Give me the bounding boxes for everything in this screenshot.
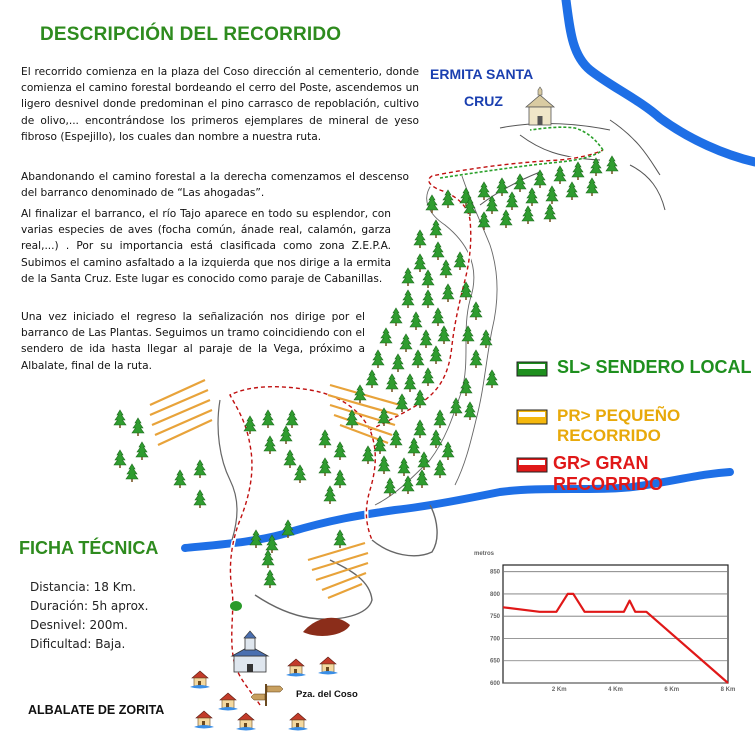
rock-outcrop [303,618,350,636]
pine-tree-icon [380,328,392,346]
pine-tree-icon [402,268,414,286]
pine-tree-icon [434,460,446,478]
pine-tree-icon [354,385,366,403]
pine-tree-icon [334,442,346,460]
pine-tree-icon [606,156,618,174]
pine-tree-icon [572,162,584,180]
pine-tree-icon [480,330,492,348]
pine-tree-icon [546,186,558,204]
profile-y-tick-label: 850 [489,569,500,576]
description-paragraph-1: El recorrido comienza en la plaza del Coso dirección al cementerio, donde comienza el camino forestal bordeando el cerro del Poste, ascendemos un ligero desnivel donde predominan el pino carrasco de repoblación, cultivo de olivo,... encontrándose los primeros ejemplares de mineral de yeso fibroso (Espejillo), los cuales dan nombre a nuestra ruta. [21,66,419,143]
pine-tree-icon [430,430,442,448]
pine-tree-icon [264,570,276,588]
pine-tree-icon [478,182,490,200]
pine-tree-icon [514,174,526,192]
pine-tree-icon [500,210,512,228]
pine-tree-icon [478,212,490,230]
pine-tree-icon [372,350,384,368]
pine-tree-icon [534,170,546,188]
pine-tree-icon [334,530,346,548]
pine-tree-icon [402,290,414,308]
pine-tree-icon [586,178,598,196]
pine-tree-icon [392,354,404,372]
pine-tree-icon [386,374,398,392]
pine-tree-icon [250,530,262,548]
profile-y-tick-label: 600 [489,681,500,687]
pine-tree-icon [264,436,276,454]
pine-tree-icon [522,206,534,224]
description-paragraph-3: Al finalizar el barranco, el río Tajo aparece en todo su esplendor, con varias especies de aves (focha común, ánade real, calamón, garza real,...) . Por su importancia está clasificada como zona Z.E.P.A. Subimos el camino asfaltado a la izquierda que nos dirige a la ermita de la Santa Cruz. Este lugar es conocido como paraje de Cabanillas. [21,208,391,285]
profile-frame [503,565,728,683]
pine-tree-icon [416,470,428,488]
ficha-desnivel: Desnivel: 200m. [30,618,128,632]
profile-y-tick-label: 700 [489,636,500,643]
pine-tree-icon [194,490,206,508]
pine-tree-icon [402,476,414,494]
pine-tree-icon [422,290,434,308]
pine-tree-icon [414,420,426,438]
profile-x-tick-label: 8 Km [720,687,736,693]
pine-tree-icon [132,418,144,436]
pine-tree-icon [282,520,294,538]
elevation-profile [474,551,735,693]
pine-tree-icon [460,378,472,396]
pine-tree-icon [319,430,331,448]
pine-tree-icon [412,350,424,368]
pine-tree-icon [566,182,578,200]
pine-tree-icon [422,270,434,288]
pine-tree-icon [544,204,556,222]
rio-tajo-north [566,0,755,162]
pine-tree-icon [396,394,408,412]
ermita-label-line2: CRUZ [464,93,503,109]
pine-tree-icon [526,188,538,206]
pine-tree-icon [404,374,416,392]
town-label: ALBALATE DE ZORITA [28,703,165,717]
pine-tree-icon [384,478,396,496]
description-paragraph-4: Una vez iniciado el regreso la señalización nos dirige por el barranco de Las Plantas. Seguimos un tramo coincidiendo con el sendero de ida hasta llegar al paraje de la Vega, próximo a Albalate, final de la ruta. [21,311,365,372]
pine-tree-icon [434,410,446,428]
pine-tree-icon [432,242,444,260]
pine-tree-icon [418,452,430,470]
pine-tree-icon [410,312,422,330]
pine-tree-icon [262,410,274,428]
page-title: DESCRIPCIÓN DEL RECORRIDO [40,24,342,45]
pine-tree-icon [464,402,476,420]
pine-tree-icon [280,426,292,444]
pine-tree-icon [442,284,454,302]
pine-tree-icon [324,486,336,504]
pine-tree-icon [454,252,466,270]
pine-tree-icon [486,370,498,388]
pine-tree-icon [414,230,426,248]
pine-tree-icon [174,470,186,488]
pine-tree-icon [286,410,298,428]
legend-swatches [517,362,547,472]
pine-tree-icon [442,442,454,460]
pine-tree-icon [554,166,566,184]
profile-y-tick-label: 800 [489,591,500,598]
hermitage-icon [526,87,554,125]
pine-tree-icon [470,302,482,320]
pine-tree-icon [414,390,426,408]
ficha-title: FICHA TÉCNICA [19,538,159,558]
pine-tree-icon [486,196,498,214]
description-paragraph-2: Abandonando el camino forestal a la derecha comenzamos el descenso del barranco denominado de “Las ahogadas”. [21,171,409,200]
pine-tree-icon [420,330,432,348]
pine-tree-icon [319,458,331,476]
pine-tree-icon [506,192,518,210]
profile-y-tick-label: 750 [489,614,500,621]
profile-x-tick-label: 2 Km [551,687,567,693]
crop-fields [150,380,400,598]
church-icon [232,631,268,672]
pine-tree-icon [440,260,452,278]
profile-x-tick-label: 4 Km [608,687,623,693]
pine-tree-icon [414,254,426,272]
pine-tree-icon [398,458,410,476]
pine-tree-icon [430,346,442,364]
pine-tree-icon [470,350,482,368]
pine-tree-icon [362,446,374,464]
plaza-label: Pza. del Coso [296,689,358,700]
pine-tree-icon [126,464,138,482]
pine-tree-icon [432,308,444,326]
pine-tree-icon [114,410,126,428]
pine-tree-icon [378,456,390,474]
pine-tree-icon [114,450,126,468]
pine-tree-icon [194,460,206,478]
pine-tree-icon [284,450,296,468]
pine-tree-icon [294,465,306,483]
legend-label-pr: PR> PEQUEÑO RECORRIDO [557,406,681,445]
legend-label-gr: GR> GRAN RECORRIDO [553,453,664,494]
ermita-label-line1: ERMITA SANTA [430,66,534,82]
pine-tree-icon [408,438,420,456]
profile-ylabel: metros [474,551,495,557]
ficha-duracion: Duración: 5h aprox. [30,599,149,613]
pine-tree-icon [590,158,602,176]
pine-tree-icon [366,370,378,388]
pine-tree-icon [422,368,434,386]
pine-tree-icon [462,326,474,344]
pine-tree-icon [426,195,438,213]
pine-tree-icon [450,398,462,416]
pond [230,601,242,611]
pine-tree-icon [244,416,256,434]
ficha-dificultad: Dificultad: Baja. [30,637,126,651]
ficha-distancia: Distancia: 18 Km. [30,580,137,594]
pine-tree-icon [400,334,412,352]
profile-y-tick-label: 650 [489,658,500,665]
pine-tree-icon [438,326,450,344]
pine-tree-icon [430,220,442,238]
profile-x-tick-label: 6 Km [664,687,680,693]
pine-tree-icon [136,442,148,460]
legend-label-sl: SL> SENDERO LOCAL [557,357,752,377]
pine-tree-icon [334,470,346,488]
pine-tree-icon [390,430,402,448]
pine-tree-icon [390,308,402,326]
signpost-icon [251,684,283,706]
